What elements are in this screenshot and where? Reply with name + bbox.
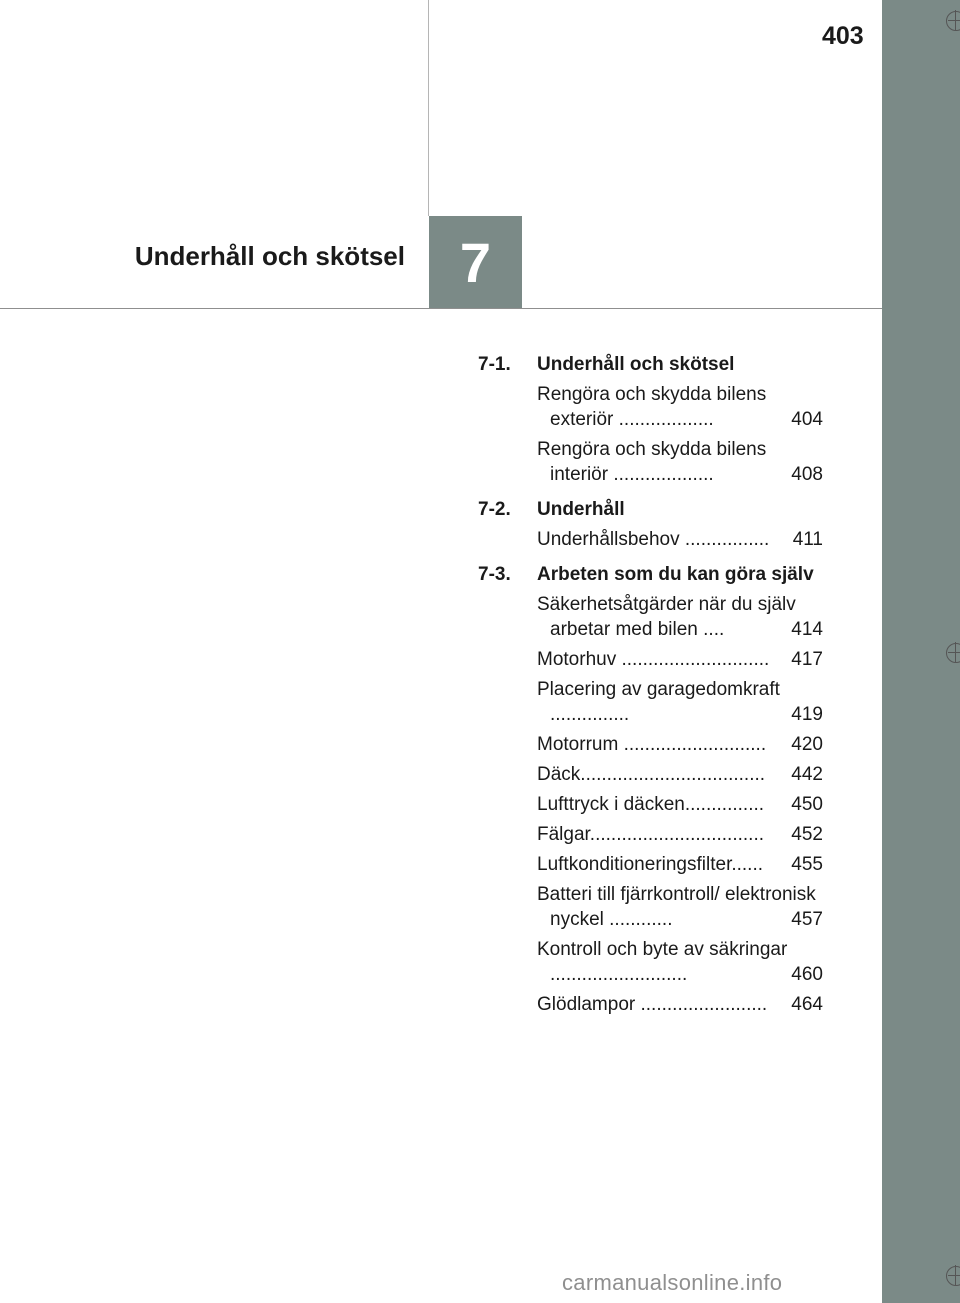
entry-text: Fälgar................................. bbox=[537, 824, 765, 845]
entry-text: Placering av garagedomkraft ............... bbox=[537, 679, 780, 725]
section-title: Underhåll bbox=[537, 499, 625, 520]
page-number: 403 bbox=[822, 22, 864, 50]
section-heading bbox=[478, 352, 823, 377]
entry-page: 450 bbox=[791, 794, 823, 815]
toc-entry[interactable] bbox=[537, 677, 823, 727]
chapter-number: 7 bbox=[459, 230, 492, 294]
entry-text: Glödlampor ........................ bbox=[537, 994, 768, 1015]
chapter-number-box bbox=[429, 216, 522, 308]
toc-entry[interactable] bbox=[537, 647, 823, 672]
toc-entry[interactable] bbox=[537, 527, 823, 552]
entry-page: 414 bbox=[791, 619, 823, 640]
entry-text: Rengöra och skydda bilens interiör ................... bbox=[537, 439, 767, 485]
entry-page: 420 bbox=[791, 734, 823, 755]
section-title: Underhåll och skötsel bbox=[537, 354, 735, 375]
toc-entry[interactable] bbox=[537, 852, 823, 877]
toc-entry[interactable] bbox=[537, 822, 823, 847]
entry-page: 411 bbox=[792, 529, 823, 550]
toc-entry[interactable] bbox=[537, 882, 823, 932]
entry-text: Kontroll och byte av säkringar .......................... bbox=[537, 939, 788, 985]
toc-entry[interactable] bbox=[537, 437, 823, 487]
entry-page: 452 bbox=[791, 824, 823, 845]
section-heading bbox=[478, 497, 823, 522]
section-title: Arbeten som du kan göra själv bbox=[537, 564, 814, 585]
entry-page: 417 bbox=[791, 649, 823, 670]
toc-entry[interactable] bbox=[537, 937, 823, 987]
entry-text: Rengöra och skydda bilens exteriör .................. bbox=[537, 384, 767, 430]
entry-text: Säkerhetsåtgärder när du själv arbetar med bilen .... bbox=[537, 594, 796, 640]
entry-page: 404 bbox=[791, 409, 823, 430]
toc-entry[interactable] bbox=[537, 992, 823, 1017]
entry-page: 460 bbox=[791, 964, 823, 985]
chapter-title: Underhåll och skötsel bbox=[134, 241, 405, 271]
entry-text: Underhållsbehov ................ bbox=[537, 529, 770, 550]
toc-entry[interactable] bbox=[537, 732, 823, 757]
entry-text: Batteri till fjärrkontroll/ elektronisk nyckel ............ bbox=[537, 884, 816, 930]
entry-page: 457 bbox=[791, 909, 823, 930]
horizontal-rule bbox=[0, 308, 882, 309]
vertical-rule bbox=[428, 0, 429, 216]
toc-section bbox=[478, 562, 823, 1017]
entry-text: Lufttryck i däcken............... bbox=[537, 794, 765, 815]
watermark-text: carmanualsonline.info bbox=[562, 1270, 783, 1295]
entry-page: 455 bbox=[791, 854, 823, 875]
entry-text: Däck................................... bbox=[537, 764, 766, 785]
entry-text: Motorhuv ............................ bbox=[537, 649, 770, 670]
section-number: 7-3. bbox=[478, 564, 511, 585]
entry-text: Motorrum ........................... bbox=[537, 734, 767, 755]
section-heading bbox=[478, 562, 823, 587]
toc-entry[interactable] bbox=[537, 382, 823, 432]
table-of-contents bbox=[478, 352, 823, 1017]
section-number: 7-2. bbox=[478, 499, 511, 520]
section-number: 7-1. bbox=[478, 354, 511, 375]
entry-page: 464 bbox=[791, 994, 823, 1015]
entry-text: Luftkonditioneringsfilter...... bbox=[537, 854, 764, 875]
toc-section bbox=[478, 497, 823, 552]
entry-page: 419 bbox=[791, 704, 823, 725]
toc-entry[interactable] bbox=[537, 762, 823, 787]
toc-entry[interactable] bbox=[537, 792, 823, 817]
entry-page: 442 bbox=[791, 764, 823, 785]
toc-entry[interactable] bbox=[537, 592, 823, 642]
toc-section bbox=[478, 352, 823, 487]
entry-page: 408 bbox=[791, 464, 823, 485]
